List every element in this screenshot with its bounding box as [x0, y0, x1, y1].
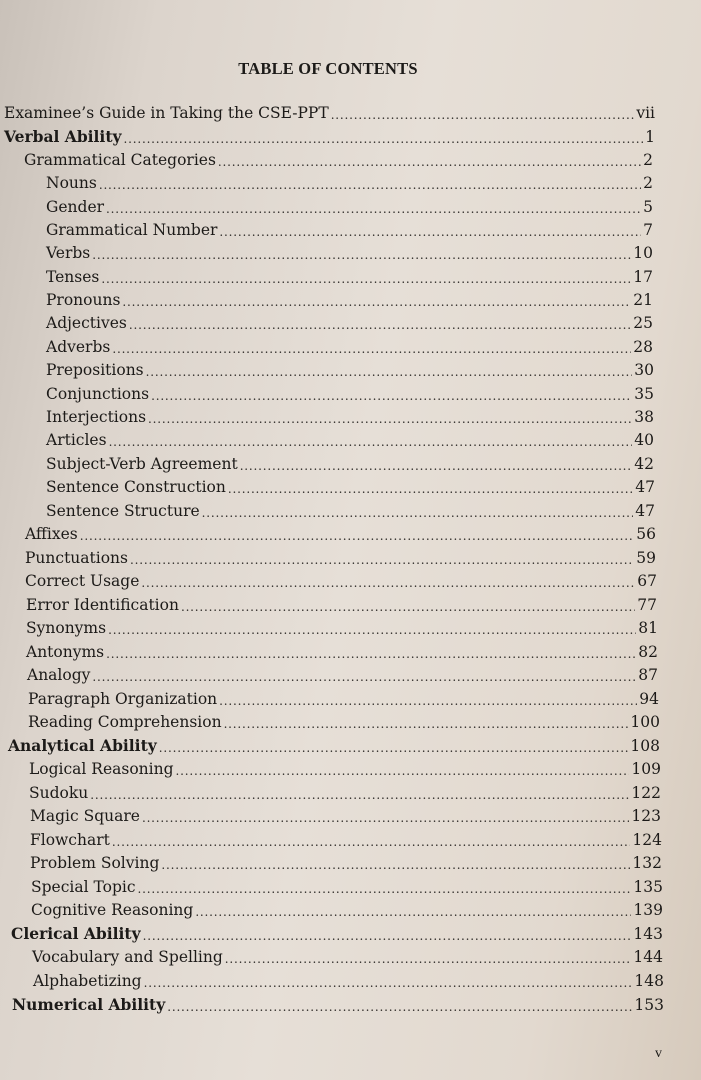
toc-entry-label: Conjunctions [46, 385, 150, 403]
toc-entry [46, 265, 653, 289]
dot-leader [167, 995, 632, 1019]
toc-entry-label: Sentence Structure [46, 502, 200, 520]
toc-entry [46, 499, 655, 523]
toc-entry-label: Clerical Ability [11, 924, 141, 943]
toc-entry [46, 241, 653, 265]
toc-entry-page: 81 [638, 619, 658, 637]
toc-entry [46, 382, 654, 406]
toc-entry-page: 143 [633, 925, 663, 943]
toc-entry-page: 108 [630, 737, 660, 755]
toc-entry-page: 67 [637, 572, 657, 590]
toc-entry-label: Magic Square [30, 807, 140, 825]
toc-entry-page: 21 [633, 291, 653, 309]
toc-entry-page: 87 [638, 666, 658, 684]
toc-entry-label: Sudoku [29, 784, 89, 802]
toc-entry [25, 569, 657, 593]
toc-entry-page: 40 [634, 431, 654, 449]
toc-entry-label: Examinee’s Guide in Taking the CSE-PPT [4, 104, 329, 122]
toc-entry-page: 25 [633, 314, 653, 332]
toc-entry-page: 132 [632, 854, 662, 872]
toc-entry-label: Cognitive Reasoning [31, 901, 194, 919]
dot-leader [108, 618, 636, 642]
toc-entry-label: Correct Usage [25, 572, 140, 590]
toc-entry-page: 100 [630, 713, 660, 731]
toc-entry-page: 7 [643, 221, 653, 239]
toc-entry-label: Analytical Ability [8, 736, 157, 755]
toc-entry-page: 122 [631, 784, 661, 802]
dot-leader [92, 665, 636, 689]
dot-leader [225, 947, 632, 971]
toc-entry-label: Verbs [46, 244, 91, 262]
toc-entry [46, 195, 653, 219]
dot-leader [144, 971, 633, 995]
toc-entry-page: 94 [639, 690, 659, 708]
toc-entry-label: Grammatical Number [46, 221, 218, 239]
toc-entry-page: 144 [633, 948, 663, 966]
toc-entry-page: 153 [634, 996, 664, 1014]
dot-leader [141, 571, 635, 595]
toc-entry [29, 781, 661, 805]
toc-entry [32, 945, 663, 969]
toc-section-heading [11, 922, 663, 946]
toc-entry [28, 687, 659, 711]
toc-entry [31, 898, 663, 922]
toc-entry-page: 47 [635, 502, 655, 520]
toc-entry-label: Analogy [27, 666, 91, 684]
dot-leader [331, 103, 635, 127]
page-title: TABLE OF CONTENTS [238, 59, 418, 78]
toc-entry [26, 593, 657, 617]
dot-leader [142, 806, 629, 830]
toc-entry-label: Flowchart [30, 831, 110, 849]
toc-entry [26, 640, 658, 664]
toc-entry-page: 56 [636, 525, 656, 543]
toc-entry-page: 82 [638, 643, 658, 661]
toc-entry-page: 5 [643, 198, 653, 216]
toc-entry-page: vii [636, 104, 655, 122]
toc-entry [33, 969, 664, 993]
toc-entry [27, 663, 658, 687]
toc-entry-label: Antonyms [26, 643, 105, 661]
toc-entry [4, 101, 655, 125]
toc-entry-label: Tenses [46, 268, 100, 286]
toc-entry-label: Synonyms [26, 619, 107, 637]
toc-entry [46, 288, 653, 312]
toc-entry-label: Verbal Ability [4, 127, 122, 146]
toc-entry-page: 17 [633, 268, 653, 286]
toc-entry-page: 124 [632, 831, 662, 849]
toc-entry-page: 30 [634, 361, 654, 379]
toc-entry-label: Adverbs [46, 338, 111, 356]
toc-entry [46, 475, 655, 499]
toc-entry [25, 522, 656, 546]
toc-entry [24, 148, 653, 172]
toc-entry-label: Sentence Construction [46, 478, 226, 496]
toc-entry-page: 47 [635, 478, 655, 496]
toc-entry-page: 38 [634, 408, 654, 426]
toc-entry-label: Prepositions [46, 361, 144, 379]
toc-entry [46, 311, 653, 335]
toc-entry [30, 828, 662, 852]
toc-entry-label: Grammatical Categories [24, 151, 216, 169]
toc-entry [46, 335, 653, 359]
toc-entry-label: Special Topic [31, 878, 136, 896]
toc-entry [30, 804, 661, 828]
toc-entry-label: Reading Comprehension [28, 713, 222, 731]
toc-section-heading [4, 125, 655, 149]
dot-leader [109, 430, 633, 454]
toc-entry [46, 358, 654, 382]
dot-leader [99, 173, 641, 197]
toc-entry-label: Interjections [46, 408, 147, 426]
toc-entry-label: Adjectives [46, 314, 127, 332]
toc-entry-page: 1 [645, 128, 655, 146]
toc-entry [46, 405, 654, 429]
toc-entry-page: 59 [636, 549, 656, 567]
toc-entry-page: 139 [633, 901, 663, 919]
toc-entry-page: 123 [631, 807, 661, 825]
dot-leader [80, 524, 635, 548]
toc-entry-page: 28 [633, 338, 653, 356]
toc-entry-page: 2 [643, 174, 653, 192]
toc-entry [28, 710, 660, 734]
dot-leader [129, 313, 631, 337]
toc-entry-page: 35 [634, 385, 654, 403]
toc-entry-label: Gender [46, 198, 105, 216]
toc-entry-page: 10 [633, 244, 653, 262]
toc-entry-page: 2 [643, 151, 653, 169]
toc-entry [30, 851, 662, 875]
toc-entry-label: Nouns [46, 174, 97, 192]
dot-leader [161, 853, 630, 877]
toc-entry-page: 77 [637, 596, 657, 614]
toc-entry [31, 875, 663, 899]
toc-entry-label: Punctuations [25, 549, 128, 567]
toc-entry-label: Articles [46, 431, 107, 449]
toc-entry-page: 109 [631, 760, 661, 778]
toc-section-heading [8, 734, 660, 758]
dot-leader [92, 243, 631, 267]
toc-entry-label: Affixes [25, 525, 78, 543]
toc-entry-label: Pronouns [46, 291, 121, 309]
toc-entry-label: Logical Reasoning [29, 760, 174, 778]
dot-leader [228, 477, 633, 501]
toc-entry-label: Vocabulary and Spelling [32, 948, 223, 966]
dot-leader [195, 900, 631, 924]
toc-entry [46, 452, 654, 476]
toc-entry [46, 171, 653, 195]
toc-entry [26, 616, 658, 640]
toc-entry-label: Paragraph Organization [28, 690, 218, 708]
toc-entry-page: 42 [634, 455, 654, 473]
toc-entry-page: 148 [634, 972, 664, 990]
toc-entry-label: Subject-Verb Agreement [46, 455, 238, 473]
dot-leader [224, 712, 629, 736]
toc-entry [46, 218, 653, 242]
toc-entry-label: Problem Solving [30, 854, 160, 872]
toc-entry-label: Numerical Ability [12, 995, 166, 1014]
toc-entry [46, 428, 654, 452]
toc-entry-label: Alphabetizing [33, 972, 142, 990]
dot-leader [146, 360, 633, 384]
toc-entry-page: 135 [633, 878, 663, 896]
toc-entry [29, 757, 661, 781]
toc-section-heading [12, 993, 664, 1017]
toc-entry-label: Error Identification [26, 596, 179, 614]
page-number: v [655, 1046, 662, 1061]
toc-entry [25, 546, 656, 570]
dot-leader [176, 759, 630, 783]
